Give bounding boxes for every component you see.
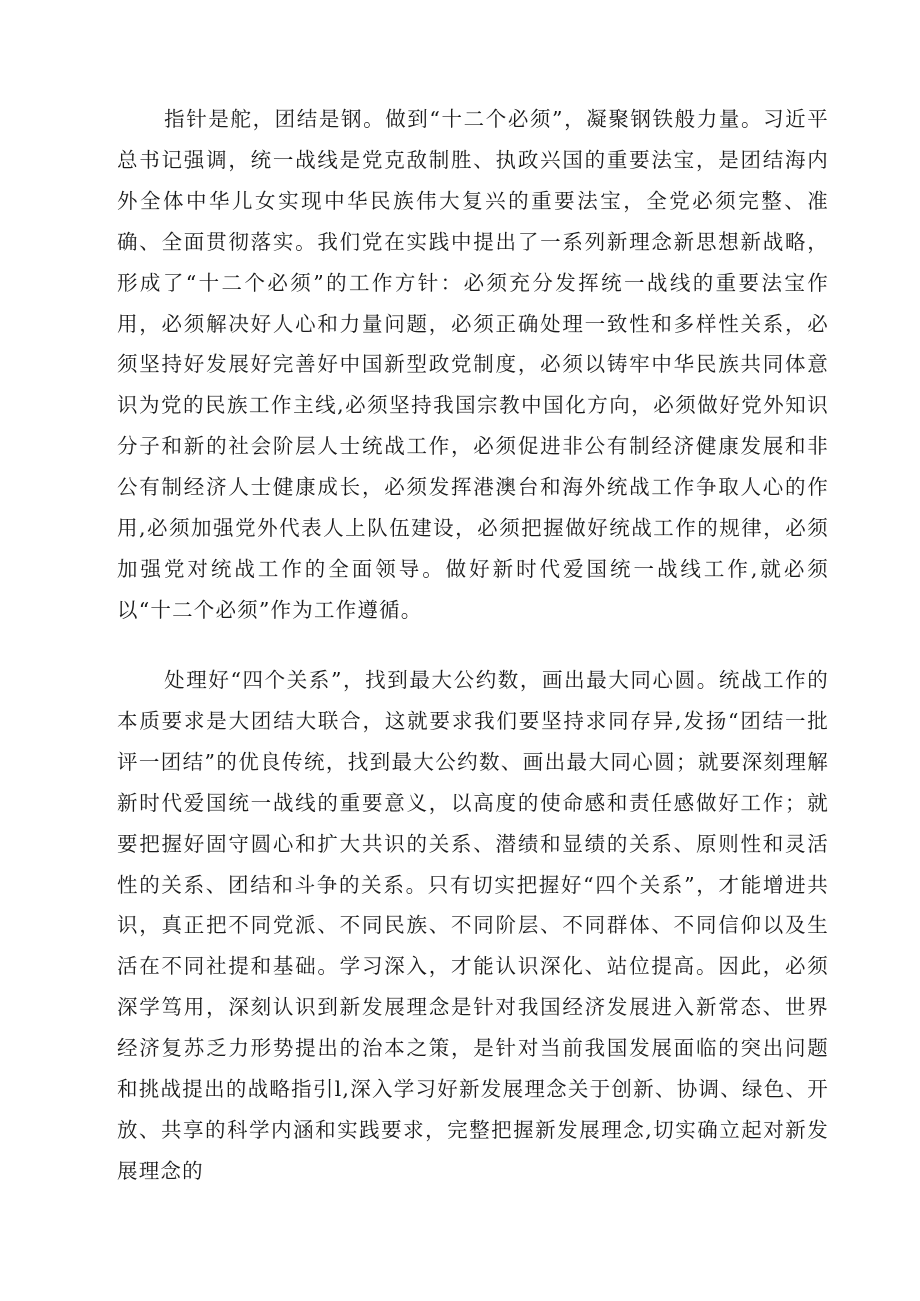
paragraph-twelve-musts: 指针是舵，团结是钢。做到“十二个必须”，凝聚钢铁般力量。习近平总书记强调，统一战线是党克敌制胜、执政兴国的重要法宝，是团结海内外全体中华儿女实现中华民族伟大复兴的重要法宝，全党必须完整、准确、全面贯彻落实。我们党在实践中提出了一系列新理念新思想新战略，形成了“十二个必须”的工作方针：必须充分发挥统一战线的重要法宝作用，必须解决好人心和力量问题，必须正确处理一致性和多样性关系，必须坚持好发展好完善好中国新型政党制度，必须以铸牢中华民族共同体意识为党的民族工作主线,必须坚持我国宗教中国化方向，必须做好党外知识分子和新的社会阶层人士统战工作，必须促进非公有制经济健康发展和非公有制经济人士健康成长，必须发挥港澳台和海外统战工作争取人心的作用,必须加强党外代表人上队伍建设，必须把握做好统战工作的规律，必须加强党对统战工作的全面领导。做好新时代爱国统一战线工作,就必须以“十二个必须”作为工作遵循。 xyxy=(117,107,829,622)
paragraph-four-relations: 处理好“四个关系”，找到最大公约数，画出最大同心圆。统战工作的本质要求是大团结大联合，这就要求我们要坚持求同存异,发扬“团结一批评一团结”的优良传统，找到最大公约数、画出最大同心圆；就要深刻理解新时代爱国统一战线的重要意义，以高度的使命感和责任感做好工作；就要把握好固守圆心和扩大共识的关系、潜绩和显绩的关系、原则性和灵活性的关系、团结和斗争的关系。只有切实把握好“四个关系”，才能增进共识，真正把不同党派、不同民族、不同阶层、不同群体、不同信仰以及生活在不同社提和基础。学习深入，才能认识深化、站位提高。因此，必须深学笃用，深刻认识到新发展理念是针对我国经济发展进入新常态、世界经济复苏乏力形势提出的治本之策，是针对当前我国发展面临的突出问题和挑战提出的战略指引l,深入学习好新发展理念关于创新、协调、绿色、开放、共享的科学内涵和实践要求，完整把握新发展理念,切实确立起对新发展理念的 xyxy=(117,668,829,1183)
